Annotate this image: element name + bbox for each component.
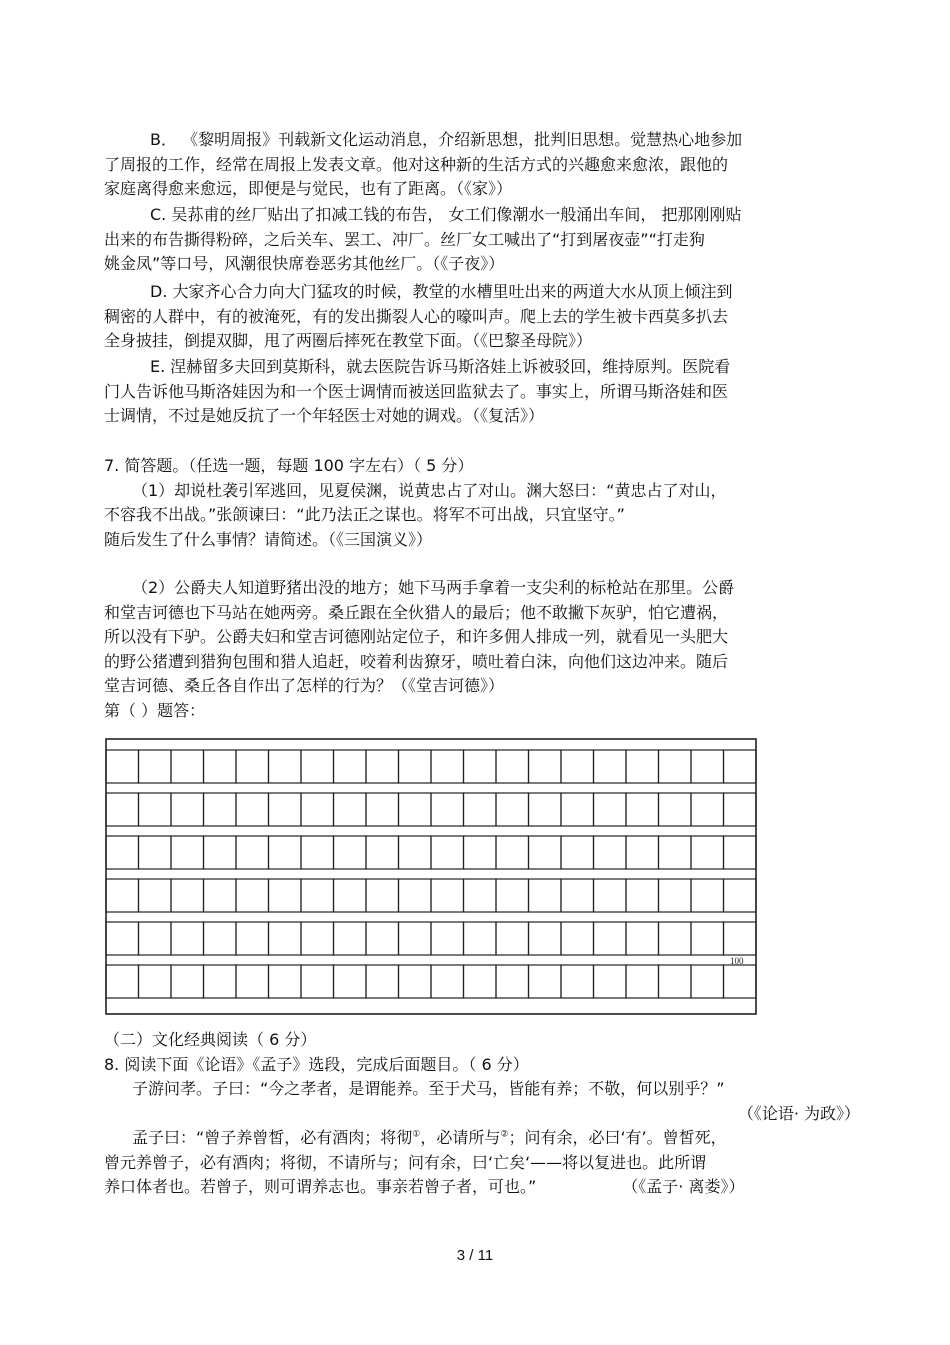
grid-cell: [366, 750, 399, 783]
option-e: [104, 355, 864, 429]
grid-cell: [594, 922, 627, 955]
option-c-line-3: 姚金凤”等口号，风潮很快席卷恶劣其他丝厂。（《子夜》）: [104, 254, 505, 273]
question-7-2-line-4: 的野公猪遭到猎狗包围和猎人追赶，咬着利齿獠牙，喷吐着白沫，向他们这边冲来。随后: [104, 651, 729, 671]
grid-cell: [139, 836, 172, 869]
answer-grid[interactable]: [105, 738, 757, 1015]
grid-cell: [366, 879, 399, 912]
grid-cell: [106, 793, 139, 826]
grid-cell: [724, 750, 757, 783]
section-2-heading: （二）文化经典阅读（ 6 分）: [104, 1030, 317, 1049]
grid-cell: [626, 879, 659, 912]
grid-cell: [529, 922, 562, 955]
option-b: [104, 128, 864, 202]
grid-cell: [106, 836, 139, 869]
grid-cell: [431, 836, 464, 869]
grid-cell: [431, 879, 464, 912]
grid-cell: [659, 793, 692, 826]
grid-cell: [496, 793, 529, 826]
grid-cell: [399, 879, 432, 912]
option-b-line-2: 了周报的工作，经常在周报上发表文章。他对这种新的生活方式的兴趣愈来愈浓，跟他的: [104, 154, 729, 174]
grid-cell: [269, 793, 302, 826]
grid-cell: [561, 879, 594, 912]
grid-count-mark: 100: [730, 956, 744, 966]
grid-cell: [464, 965, 497, 998]
grid-cell: [594, 879, 627, 912]
mengzi-source: （《孟子· 离娄》）: [622, 1177, 745, 1196]
grid-cell: [464, 836, 497, 869]
question-7-heading: 7. 简答题。（任选一题，每题 100 字左右）（ 5 分）: [104, 456, 474, 475]
question-7-1-line-3: 随后发生了什么事情？请简述。（《三国演义》）: [104, 529, 433, 549]
grid-cell: [236, 836, 269, 869]
question-7-2-line-5: 堂吉诃德、桑丘各自作出了怎样的行为？（《堂吉诃德》）: [104, 676, 505, 695]
grid-cell: [334, 879, 367, 912]
grid-cell: [659, 879, 692, 912]
grid-cell: [204, 793, 237, 826]
grid-cell: [431, 750, 464, 783]
grid-cell: [594, 750, 627, 783]
grid-cell: [691, 965, 724, 998]
grid-cell: [496, 922, 529, 955]
grid-cell: [464, 879, 497, 912]
grid-cell: [464, 750, 497, 783]
grid-cell: [366, 922, 399, 955]
question-8-heading: 8. 阅读下面《论语》《孟子》选段，完成后面题目。（ 6 分）: [104, 1054, 529, 1074]
grid-cell: [334, 965, 367, 998]
grid-cell: [204, 836, 237, 869]
grid-cell: [724, 922, 757, 955]
lunyu-source: （《论语· 为政》）: [737, 1103, 860, 1123]
footnote-marker-2: ②: [500, 1129, 509, 1140]
grid-cell: [301, 922, 334, 955]
option-d-line-2: 稠密的人群中，有的被淹死，有的发出撕裂人心的嚎叫声。爬上去的学生被卡西莫多扒去: [104, 306, 729, 326]
grid-cell: [106, 922, 139, 955]
grid-cell: [171, 750, 204, 783]
question-7-1-line-1: （1）却说杜袭引军逃回，见夏侯渊，说黄忠占了对山。渊大怒曰：“黄忠占了对山，: [132, 480, 727, 500]
grid-cell: [366, 793, 399, 826]
grid-cell: [236, 922, 269, 955]
option-b-line-3: 家庭离得愈来愈远，即便是与觉民，也有了距离。（《家》）: [104, 179, 513, 198]
mengzi-line-1-part-b: ，必请所与: [420, 1128, 501, 1147]
mengzi-line-1: [104, 1126, 864, 1151]
page-number: 3 / 11: [456, 1247, 494, 1264]
grid-cell: [366, 836, 399, 869]
grid-cell: [561, 836, 594, 869]
grid-cell: [561, 750, 594, 783]
grid-cell: [171, 965, 204, 998]
grid-cell: [139, 965, 172, 998]
grid-cell: [626, 793, 659, 826]
mengzi-line-3: [104, 1175, 864, 1200]
grid-cell: [529, 793, 562, 826]
grid-cell: [301, 750, 334, 783]
grid-cell: [691, 922, 724, 955]
grid-cell: [236, 879, 269, 912]
grid-cell: [301, 793, 334, 826]
grid-cell: [659, 922, 692, 955]
grid-cell: [691, 793, 724, 826]
option-e-line-3: 士调情，不过是她反抗了一个年轻医士对她的调戏。（《复活》）: [104, 406, 545, 425]
option-c-line-2: 出来的布告撕得粉碎，之后关车、罢工、冲厂。丝厂女工喊出了“打到屠夜壶”“打走狗: [104, 229, 705, 249]
grid-cell: [399, 750, 432, 783]
grid-cell: [204, 750, 237, 783]
answer-label: 第（ ）题答：: [104, 700, 206, 720]
grid-cell: [106, 965, 139, 998]
grid-cell: [106, 879, 139, 912]
grid-cell: [399, 922, 432, 955]
grid-cell: [171, 793, 204, 826]
grid-cell: [529, 750, 562, 783]
grid-cell: [204, 965, 237, 998]
grid-cell: [496, 836, 529, 869]
question-7-1-line-2: 不容我不出战。”张颌谏曰：“此乃法正之谋也。将军不可出战，只宜坚守。”: [104, 505, 625, 524]
question-7-2-line-3: 所以没有下驴。公爵夫妇和堂吉诃德刚站定位子，和许多佣人排成一列，就看见一头肥大: [104, 627, 729, 646]
grid-cell: [626, 750, 659, 783]
grid-cell: [594, 793, 627, 826]
grid-cell: [139, 750, 172, 783]
question-7-2: [104, 576, 864, 723]
mengzi-line-3-text: 养口体者也。若曾子，则可谓养志也。事亲若曾子者，可也。”: [104, 1177, 537, 1196]
grid-cell: [464, 922, 497, 955]
grid-cell: [626, 965, 659, 998]
grid-cell: [301, 879, 334, 912]
grid-cell: [464, 793, 497, 826]
section-2: [104, 1028, 864, 1200]
grid-cell: [431, 793, 464, 826]
grid-cell: [139, 793, 172, 826]
option-e-line-1: E. 涅赫留多夫回到莫斯科，就去医院告诉马斯洛娃上诉被驳回，维持原判。医院看: [150, 357, 731, 376]
grid-cell: [431, 922, 464, 955]
grid-cell: [301, 965, 334, 998]
mengzi-line-1-part-a: 孟子曰：“曾子养曾皙，必有酒肉；将彻: [132, 1128, 413, 1147]
grid-cell: [659, 836, 692, 869]
grid-cell: [269, 750, 302, 783]
grid-cell: [171, 836, 204, 869]
option-c-line-1: C. 吴荪甫的丝厂贴出了扣减工钱的布告， 女工们像潮水一般涌出车间， 把那刚刚贴: [150, 205, 742, 224]
grid-cell: [496, 879, 529, 912]
grid-cell: [561, 922, 594, 955]
option-c: [104, 203, 864, 277]
option-e-line-2: 门人告诉他马斯洛娃因为和一个医士调情而被送回监狱去了。事实上，所谓马斯洛娃和医: [104, 381, 729, 401]
question-7-2-line-1: （2）公爵夫人知道野猪出没的地方；她下马两手拿着一支尖利的标枪站在那里。公爵: [132, 578, 735, 597]
option-d-line-1: D. 大家齐心合力向大门猛攻的时候，教堂的水槽里吐出来的两道大水从顶上倾注到: [150, 282, 733, 301]
grid-cell: [561, 793, 594, 826]
grid-cell: [171, 879, 204, 912]
grid-cell: [334, 750, 367, 783]
grid-cell: [399, 965, 432, 998]
grid-cell: [529, 836, 562, 869]
question-7-2-line-2: 和堂吉诃德也下马站在她两旁。桑丘跟在全伙猎人的最后；他不敢撇下灰驴，怕它遭祸，: [104, 602, 729, 622]
grid-cell: [724, 965, 757, 998]
grid-cell: [204, 879, 237, 912]
grid-cell: [724, 836, 757, 869]
grid-cell: [334, 836, 367, 869]
grid-cell: [334, 793, 367, 826]
grid-cell: [659, 965, 692, 998]
grid-cell: [724, 879, 757, 912]
grid-cell: [301, 836, 334, 869]
grid-cell: [236, 750, 269, 783]
grid-cell: [691, 750, 724, 783]
grid-cell: [431, 965, 464, 998]
footnote-marker-1: ①: [412, 1129, 421, 1140]
option-d: [104, 280, 864, 354]
grid-cell: [236, 965, 269, 998]
grid-cell: [204, 922, 237, 955]
grid-cell: [626, 836, 659, 869]
mengzi-line-1-part-c: ；问有余，必曰‘有’。曾皙死，: [508, 1128, 727, 1147]
grid-cell: [594, 965, 627, 998]
grid-cell: [139, 879, 172, 912]
grid-cell: [659, 750, 692, 783]
grid-cell: [269, 836, 302, 869]
grid-cell: [269, 965, 302, 998]
grid-cell: [139, 922, 172, 955]
mengzi-line-2: 曾元养曾子，必有酒肉；将彻，不请所与；问有余，曰‘亡矣‘——将以复进也。此所谓: [104, 1152, 707, 1172]
grid-cell: [269, 922, 302, 955]
option-b-line-1: B． 《黎明周报》刊载新文化运动消息，介绍新思想，批判旧思想。觉慧热心地参加: [150, 130, 743, 149]
grid-cell: [724, 793, 757, 826]
grid-cell: [171, 922, 204, 955]
lunyu-text: 子游问孝。子曰：“今之孝者，是谓能养。至于犬马，皆能有养；不敬，何以别乎？”: [132, 1079, 725, 1098]
grid-cell: [399, 793, 432, 826]
grid-cell: [269, 879, 302, 912]
grid-cell: [496, 750, 529, 783]
grid-cell: [561, 965, 594, 998]
grid-cell: [529, 879, 562, 912]
option-d-line-3: 全身披挂，倒提双脚，甩了两圈后摔死在教堂下面。（《巴黎圣母院》）: [104, 331, 593, 350]
grid-cell: [106, 750, 139, 783]
grid-cell: [691, 836, 724, 869]
grid-cell: [399, 836, 432, 869]
grid-cell: [529, 965, 562, 998]
question-7: [104, 454, 864, 552]
grid-cell: [594, 836, 627, 869]
grid-cell: [236, 793, 269, 826]
grid-cell: [626, 922, 659, 955]
grid-cell: [691, 879, 724, 912]
grid-cell: [366, 965, 399, 998]
grid-cell: [334, 922, 367, 955]
grid-cell: [496, 965, 529, 998]
